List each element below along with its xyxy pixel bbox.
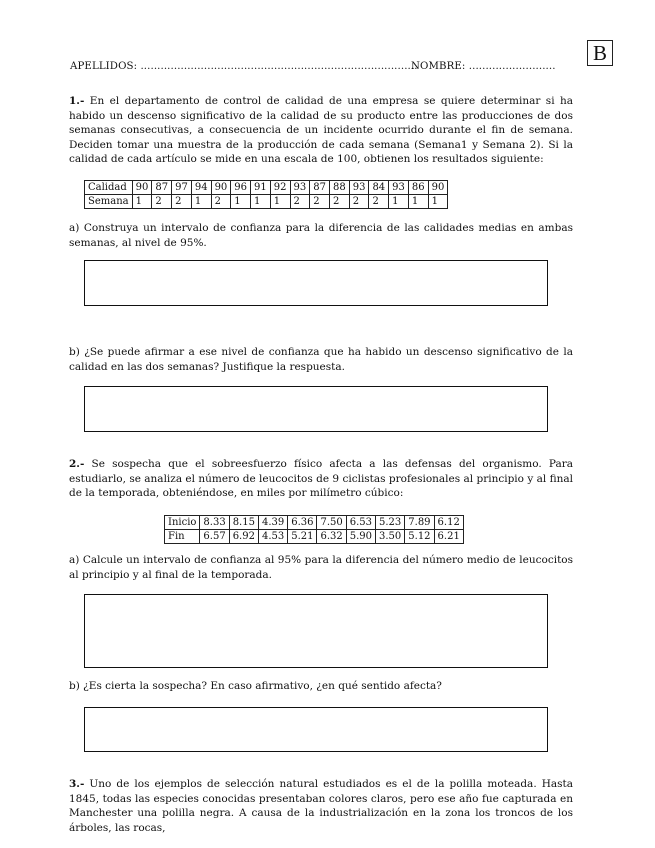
- week-cell: 2: [172, 195, 192, 209]
- start-value-cell: 4.39: [258, 516, 287, 530]
- week-cell: 2: [329, 195, 349, 209]
- quality-cell: 90: [132, 181, 152, 195]
- end-value-cell: 4.53: [258, 530, 287, 544]
- quality-cell: 94: [191, 181, 211, 195]
- question-1b-prompt: b) ¿Se puede afirmar a ese nivel de confianza que ha habido un descenso significativo de la calidad en las dos semanas? Justifique la respuesta.: [69, 346, 573, 373]
- answer-box-1b[interactable]: [84, 386, 548, 432]
- end-value-cell: 6.32: [317, 530, 346, 544]
- quality-cell: 97: [172, 181, 192, 195]
- quality-cell: 90: [211, 181, 231, 195]
- row-label-start: Inicio: [165, 516, 200, 530]
- start-value-cell: 8.33: [200, 516, 229, 530]
- week-cell: 2: [369, 195, 389, 209]
- quality-cell: 93: [349, 181, 369, 195]
- end-row: [165, 530, 464, 544]
- answer-box-2b[interactable]: [84, 707, 548, 752]
- question-3-number: 3.-: [69, 778, 85, 790]
- week-cell: 1: [231, 195, 251, 209]
- question-2a-prompt: a) Calcule un intervalo de confianza al 95% para la diferencia del número medio de leucocitos al principio y al final de la temporada.: [69, 554, 573, 581]
- question-3-statement: [69, 777, 573, 835]
- week-cell: 1: [251, 195, 271, 209]
- start-value-cell: 8.15: [229, 516, 258, 530]
- quality-cell: 96: [231, 181, 251, 195]
- quality-cell: 92: [270, 181, 290, 195]
- end-value-cell: 5.90: [346, 530, 375, 544]
- week-cell: 2: [290, 195, 310, 209]
- start-value-cell: 6.36: [288, 516, 317, 530]
- end-value-cell: 6.21: [434, 530, 463, 544]
- start-value-cell: 7.89: [405, 516, 434, 530]
- start-value-cell: 5.23: [376, 516, 405, 530]
- week-cell: 2: [211, 195, 231, 209]
- quality-cell: 90: [428, 181, 448, 195]
- surname-field-label: APELLIDOS: ...................................................................................: [70, 61, 418, 72]
- quality-cell: 91: [251, 181, 271, 195]
- question-2b-prompt: b) ¿Es cierta la sospecha? En caso afirmativo, ¿en qué sentido afecta?: [69, 680, 442, 692]
- start-row: [165, 516, 464, 530]
- row-label-quality: Calidad: [85, 181, 133, 195]
- quality-cell: 87: [152, 181, 172, 195]
- end-value-cell: 5.12: [405, 530, 434, 544]
- week-cell: 1: [408, 195, 428, 209]
- quality-cell: 88: [329, 181, 349, 195]
- question-1-text: En el departamento de control de calidad de una empresa se quiere determinar si ha habido un descenso significativo de la calidad de su producto entre las producciones de dos semanas consecutivas, a consecuencia de un incidente ocurrido durante el fin de semana. Deciden tomar una muestra de la producción de cada semana (Semana1 y Semana 2). Si la calidad de cada artículo se mide en una escala de 100, obtienen los resultados siguiente:: [69, 95, 574, 166]
- answer-box-2a[interactable]: [84, 594, 548, 668]
- question-1-number: 1.-: [69, 95, 85, 107]
- start-value-cell: 6.12: [434, 516, 463, 530]
- row-label-week: Semana: [85, 195, 133, 209]
- week-row: [85, 195, 448, 209]
- quality-cell: 93: [290, 181, 310, 195]
- row-label-end: Fin: [165, 530, 200, 544]
- question-1a-prompt: a) Construya un intervalo de confianza para la diferencia de las calidades medias en ambas semanas, al nivel de 95%.: [69, 222, 573, 249]
- question-2-number: 2.-: [69, 458, 85, 470]
- week-cell: 1: [132, 195, 152, 209]
- end-value-cell: 5.21: [288, 530, 317, 544]
- week-cell: 1: [428, 195, 448, 209]
- end-value-cell: 6.92: [229, 530, 258, 544]
- week-cell: 1: [191, 195, 211, 209]
- quality-row: [85, 181, 448, 195]
- quality-cell: 93: [389, 181, 409, 195]
- week-cell: 2: [152, 195, 172, 209]
- question-2-text: Se sospecha que el sobreesfuerzo físico afecta a las defensas del organismo. Para estudiarlo, se analiza el número de leucocitos de 9 ciclistas profesionales al principio y al final de la temporada, obteniéndose, en miles por milímetro cúbico:: [69, 458, 573, 500]
- question-1-statement: [69, 94, 573, 167]
- start-value-cell: 7.50: [317, 516, 346, 530]
- week-cell: 1: [270, 195, 290, 209]
- quality-cell: 86: [408, 181, 428, 195]
- quality-week-table: [84, 180, 448, 209]
- week-cell: 1: [389, 195, 409, 209]
- question-3-text: Uno de los ejemplos de selección natural estudiados es el de la polilla moteada. Hasta 1845, todas las especies conocidas presentaban colores claros, pero ese año fue capturada en Manchester una polilla negra. A causa de la industrialización en la zona los troncos de los árboles, las rocas,: [69, 778, 573, 834]
- leukocyte-table: [164, 515, 464, 544]
- week-cell: 2: [349, 195, 369, 209]
- quality-cell: 84: [369, 181, 389, 195]
- end-value-cell: 6.57: [200, 530, 229, 544]
- week-cell: 2: [310, 195, 330, 209]
- answer-box-1a[interactable]: [84, 260, 548, 306]
- name-field-label: NOMBRE: ..........................: [411, 61, 556, 72]
- question-2-statement: [69, 457, 573, 501]
- end-value-cell: 3.50: [376, 530, 405, 544]
- quality-cell: 87: [310, 181, 330, 195]
- start-value-cell: 6.53: [346, 516, 375, 530]
- exam-version-badge: B: [587, 40, 613, 66]
